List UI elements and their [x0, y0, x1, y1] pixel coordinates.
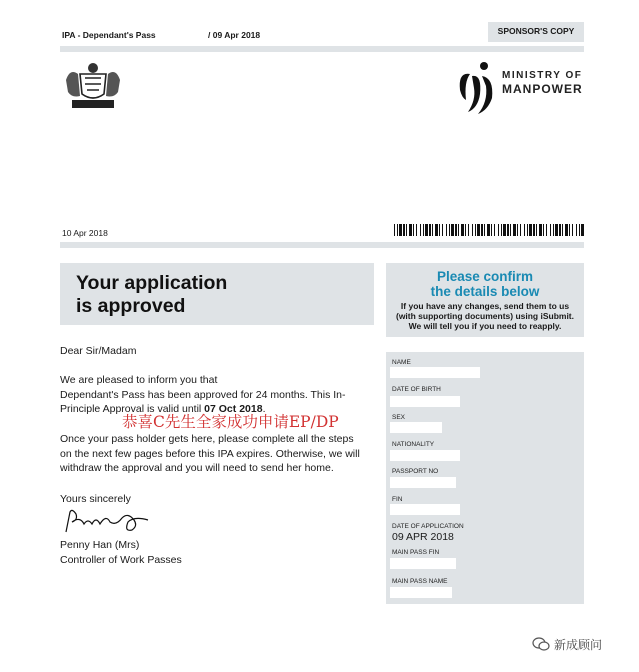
main-pass-fin-label: MAIN PASS FIN	[392, 549, 440, 556]
passport-field	[390, 477, 456, 488]
ministry-line2: MANPOWER	[502, 82, 583, 96]
signature	[62, 506, 152, 536]
confirm-text-line2: (with supporting documents) using iSubmit.	[395, 311, 574, 321]
p1-line2: Dependant's Pass has been approved for 24 months. This In-	[60, 388, 346, 401]
closing: Yours sincerely	[60, 493, 131, 505]
nationality-field	[390, 450, 460, 461]
approval-title-line1: Your application	[76, 272, 228, 294]
confirm-title-line1: Please confirm	[436, 269, 534, 284]
application-date-label: DATE OF APPLICATION	[392, 523, 464, 530]
p1-line3-prefix: Principle Approval is valid until	[60, 403, 202, 415]
passport-label: PASSPORT NO	[392, 468, 439, 475]
confirm-details-box	[386, 263, 584, 337]
valid-until-date: 07 Oct 2018	[204, 403, 263, 415]
confirm-text-line3: We will tell you if you need to reapply.	[408, 321, 562, 331]
approval-title-line2: is approved	[76, 295, 186, 317]
letter-date: 10 Apr 2018	[62, 228, 108, 238]
main-pass-name-field	[390, 587, 452, 598]
details-panel	[386, 352, 584, 604]
wechat-icon	[532, 637, 550, 656]
signatory-title: Controller of Work Passes	[60, 553, 182, 566]
dob-field	[390, 396, 460, 407]
name-label: NAME	[392, 359, 411, 366]
signatory-name: Penny Han (Mrs)	[60, 539, 140, 551]
application-date-value: 09 APR 2018	[392, 531, 454, 543]
nationality-label: NATIONALITY	[392, 441, 435, 448]
fin-field	[390, 504, 460, 515]
p2-line2: on the next few pages before this IPA expires. Otherwise, we will	[60, 447, 360, 460]
ministry-line1: MINISTRY OF	[502, 70, 583, 81]
fin-label: FIN	[392, 496, 403, 503]
watermark-text: 新成顾问	[554, 638, 603, 652]
sex-field	[390, 422, 442, 433]
name-field	[390, 367, 480, 378]
confirm-title-line2: the details below	[430, 284, 540, 299]
signatory-block	[60, 538, 182, 567]
letter-date-bar	[60, 228, 584, 248]
document-header	[60, 22, 584, 52]
sex-label: SEX	[392, 414, 406, 421]
ministry-of-manpower-logo	[454, 60, 584, 116]
dob-label: DATE OF BIRTH	[392, 386, 441, 393]
pass-type: IPA - Dependant's Pass	[62, 30, 156, 40]
singapore-crest-logo	[62, 58, 124, 112]
p2-line3: withdraw the approval and you will need to send her home.	[60, 462, 334, 474]
sponsor-copy-label: SPONSOR'S COPY	[488, 22, 584, 42]
main-pass-fin-field	[390, 558, 456, 569]
issue-date: / 09 Apr 2018	[208, 30, 261, 40]
barcode	[394, 224, 584, 236]
congratulation-overlay-text: 恭喜C先生全家成功申请EP/DP	[122, 413, 339, 431]
confirm-text-line1: If you have any changes, send them to us	[400, 301, 570, 311]
p1-line1: We are pleased to inform you that	[60, 374, 218, 386]
approval-banner	[60, 263, 374, 325]
main-pass-name-label: MAIN PASS NAME	[392, 578, 448, 585]
salutation: Dear Sir/Madam	[60, 345, 137, 357]
p1-line3-suffix: .	[262, 403, 266, 415]
instructions-paragraph	[60, 432, 360, 476]
p2-line1: Once your pass holder gets here, please complete all the steps	[60, 433, 354, 445]
